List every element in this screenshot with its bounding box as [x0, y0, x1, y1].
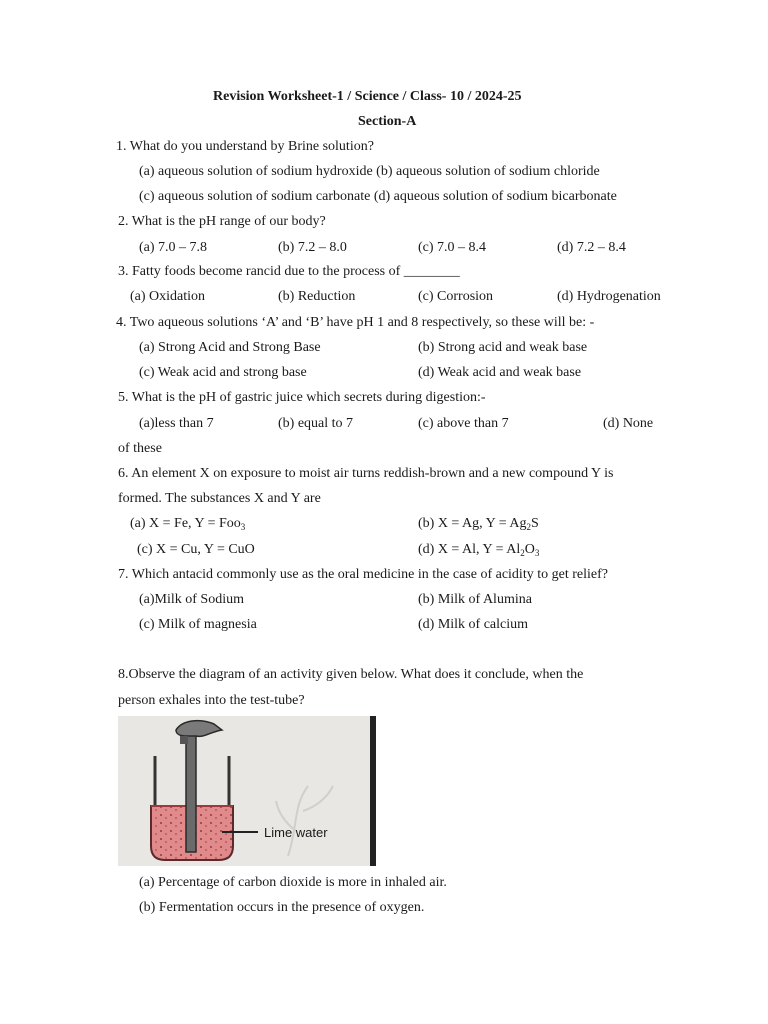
section-heading: Section-A: [358, 114, 417, 129]
q6-option-a-text: (a) X = Fe, Y = Foo: [130, 516, 241, 531]
question-1: 1. What do you understand by Brine solution?: [116, 139, 374, 154]
lime-water-label: Lime water: [264, 825, 328, 840]
q4-option-b: (b) Strong acid and weak base: [418, 340, 588, 355]
q3-option-c: (c) Corrosion: [418, 289, 494, 304]
question-2: 2. What is the pH range of our body?: [118, 214, 326, 229]
q6-option-d-subscript-1: 2: [520, 548, 525, 558]
q2-option-c: (c) 7.0 – 8.4: [418, 240, 487, 255]
q6-option-d-mid: O: [524, 542, 535, 557]
q2-option-a: (a) 7.0 – 7.8: [139, 240, 208, 255]
q6-option-b: [418, 516, 539, 532]
question-6-line-1: 6. An element X on exposure to moist air turns reddish-brown and a new compound Y is: [118, 466, 614, 481]
q2-option-d: (d) 7.2 – 8.4: [557, 240, 626, 255]
question-7: 7. Which antacid commonly use as the oral medicine in the case of acidity to get relief?: [118, 567, 608, 582]
q6-option-c: (c) X = Cu, Y = CuO: [137, 542, 255, 557]
q2-option-b: (b) 7.2 – 8.0: [278, 240, 347, 255]
q5-option-d-wrap: of these: [118, 441, 162, 456]
q7-option-d: (d) Milk of calcium: [418, 617, 529, 632]
q5-option-a: (a)less than 7: [139, 416, 214, 431]
q8-option-b: (b) Fermentation occurs in the presence of oxygen.: [139, 900, 425, 915]
worksheet-title: Revision Worksheet-1 / Science / Class- 10 / 2024-25: [213, 89, 522, 104]
q7-option-b: (b) Milk of Alumina: [418, 592, 532, 607]
q1-options-line-2: (c) aqueous solution of sodium carbonate (d) aqueous solution of sodium bicarbonate: [139, 189, 617, 204]
q4-option-a: (a) Strong Acid and Strong Base: [139, 340, 321, 355]
q6-option-d-subscript-2: 3: [534, 548, 540, 558]
q6-option-b-suffix: S: [530, 516, 539, 531]
q6-option-a: [130, 516, 245, 532]
q3-option-d: (d) Hydrogenation: [557, 289, 661, 304]
question-8-line-1: 8.Observe the diagram of an activity given below. What does it conclude, when the: [118, 667, 584, 682]
q6-option-a-subscript: 3: [240, 522, 246, 532]
q7-option-a: (a)Milk of Sodium: [139, 592, 244, 607]
q6-option-d-text: (d) X = Al, Y = Al: [418, 542, 521, 557]
q8-option-a: (a) Percentage of carbon dioxide is more in inhaled air.: [139, 875, 447, 890]
q6-option-b-text: (b) X = Ag, Y = Ag: [418, 516, 527, 531]
q5-option-b: (b) equal to 7: [278, 416, 354, 431]
delivery-tube: [186, 730, 196, 852]
tube-joint: [180, 736, 188, 744]
q4-option-c: (c) Weak acid and strong base: [139, 365, 307, 380]
q4-option-d: (d) Weak acid and weak base: [418, 365, 582, 380]
q1-options-line-1: (a) aqueous solution of sodium hydroxide (b) aqueous solution of sodium chloride: [139, 164, 600, 179]
q7-option-c: (c) Milk of magnesia: [139, 617, 257, 632]
lime-water-test-tube-diagram: [118, 716, 376, 866]
question-3: 3. Fatty foods become rancid due to the process of ________: [118, 264, 460, 279]
q6-option-b-subscript: 2: [526, 522, 531, 532]
photo-edge: [370, 716, 376, 866]
question-4: 4. Two aqueous solutions ‘A’ and ‘B’ have pH 1 and 8 respectively, so these will be: -: [116, 315, 595, 330]
q3-option-a: (a) Oxidation: [130, 289, 206, 304]
question-6-line-2: formed. The substances X and Y are: [118, 491, 321, 506]
question-5: 5. What is the pH of gastric juice which secrets during digestion:-: [118, 390, 486, 405]
q5-option-c: (c) above than 7: [418, 416, 509, 431]
q6-option-d: [418, 542, 539, 558]
q5-option-d: (d) None: [603, 416, 654, 431]
question-8-line-2: person exhales into the test-tube?: [118, 693, 305, 708]
q3-option-b: (b) Reduction: [278, 289, 356, 304]
